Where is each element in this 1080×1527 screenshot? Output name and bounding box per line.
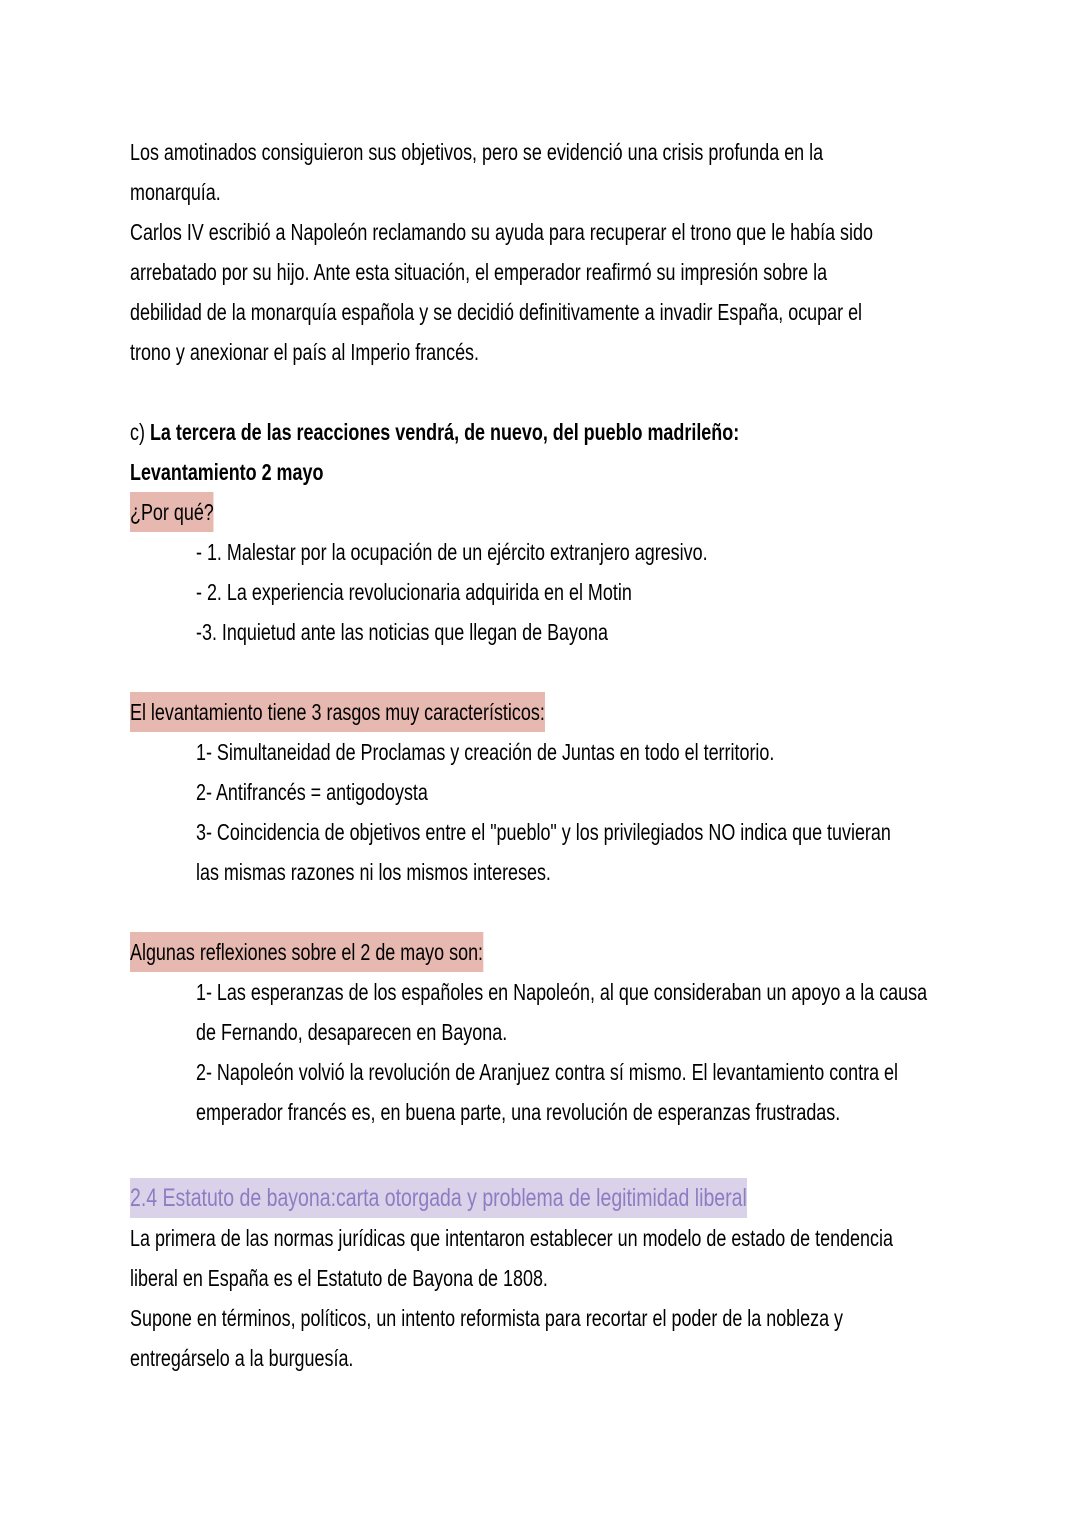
list-item: -3. Inquietud ante las noticias que llegan de Bayona [196,619,608,645]
section-c-subtitle: Levantamiento 2 mayo [130,459,324,485]
section-c-title: c) La tercera de las reacciones vendrá, de nuevo, del pueblo madrileño: [130,419,740,445]
text-line: trono y anexionar el país al Imperio francés. [130,339,480,365]
list-item: 1- Simultaneidad de Proclamas y creación de Juntas en todo el territorio. [196,739,775,765]
text-line: Carlos IV escribió a Napoleón reclamando su ayuda para recuperar el trono que le había sido [130,219,873,245]
paragraph-intro [130,132,1010,372]
text-line: liberal en España es el Estatuto de Bayona de 1808. [130,1265,548,1291]
document-page [130,132,1010,1378]
section-2-4 [130,1178,1010,1378]
why-label: ¿Por qué? [130,492,214,532]
list-item: 2- Antifrancés = antigodoysta [196,779,428,805]
list-item: emperador francés es, en buena parte, una revolución de esperanzas frustradas. [196,1099,841,1125]
list-item: - 1. Malestar por la ocupación de un ejército extranjero agresivo. [196,539,708,565]
list-item: de Fernando, desaparecen en Bayona. [196,1019,508,1045]
list-item: - 2. La experiencia revolucionaria adquirida en el Motin [196,579,632,605]
text-line: Los amotinados consiguieron sus objetivos, pero se evidenció una crisis profunda en la [130,139,824,165]
text-line: debilidad de la monarquía española y se decidió definitivamente a invadir España, ocupar el [130,299,863,325]
list-item: 1- Las esperanzas de los españoles en Napoleón, al que consideraban un apoyo a la causa [196,979,928,1005]
traits-label: El levantamiento tiene 3 rasgos muy característicos: [130,692,545,732]
text-line: monarquía. [130,179,221,205]
text-line: entregárselo a la burguesía. [130,1345,354,1371]
section-c [130,412,1010,1132]
text-line: Supone en términos, políticos, un intento reformista para recortar el poder de la nobleza y [130,1305,844,1331]
list-item: 3- Coincidencia de objetivos entre el "pueblo" y los privilegiados NO indica que tuvieran [196,819,891,845]
list-item: 2- Napoleón volvió la revolución de Aranjuez contra sí mismo. El levantamiento contra el [196,1059,899,1085]
section-heading: 2.4 Estatuto de bayona:carta otorgada y problema de legitimidad liberal [130,1178,747,1218]
reflections-label: Algunas reflexiones sobre el 2 de mayo son: [130,932,483,972]
text-line: La primera de las normas jurídicas que intentaron establecer un modelo de estado de tendencia [130,1225,893,1251]
list-item: las mismas razones ni los mismos intereses. [196,859,551,885]
text-line: arrebatado por su hijo. Ante esta situación, el emperador reafirmó su impresión sobre la [130,259,828,285]
